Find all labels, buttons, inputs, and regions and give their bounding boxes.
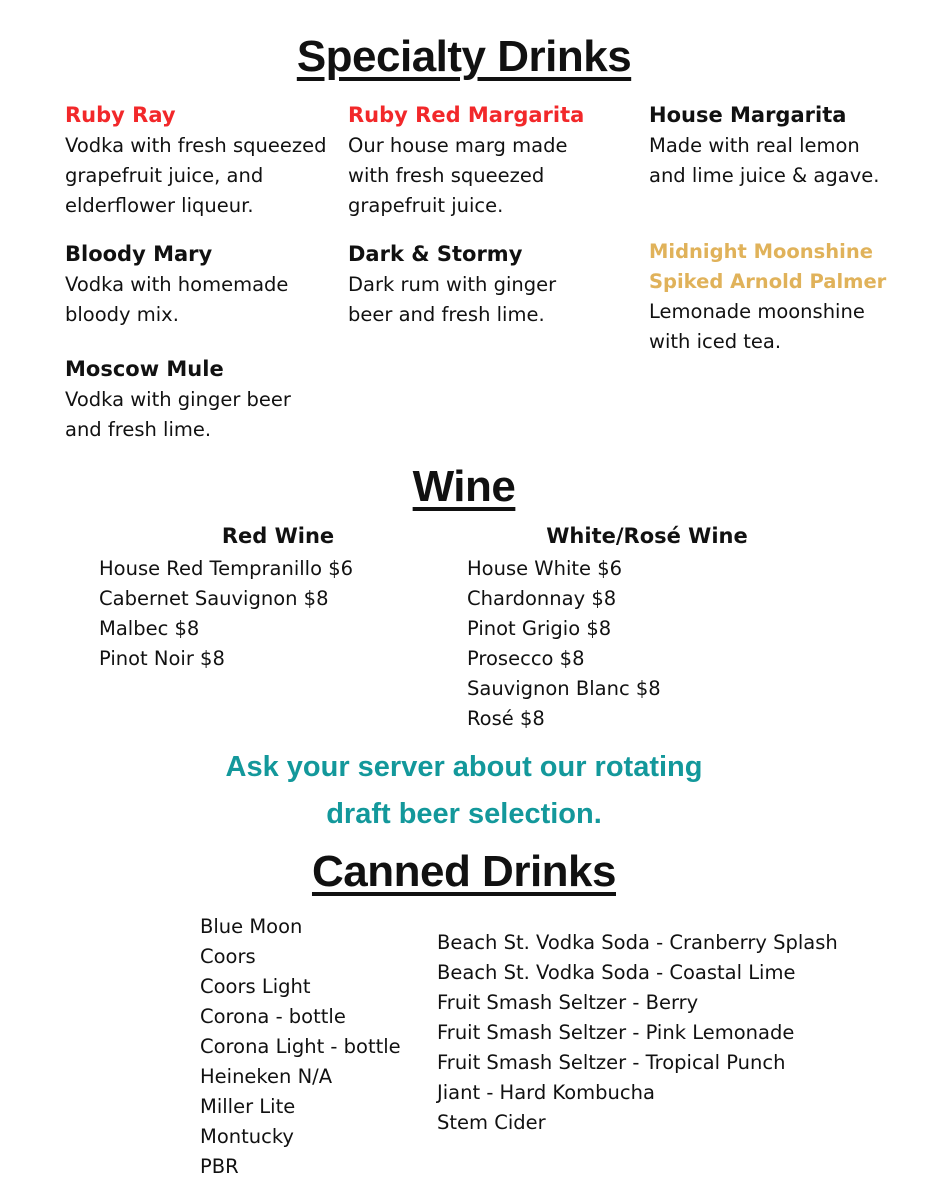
drink-description: Vodka with fresh squeezed grapefruit juice, and elderflower liqueur. — [65, 134, 327, 217]
list-item: Fruit Smash Seltzer - Pink Lemonade — [437, 1021, 795, 1044]
draft-beer-note — [0, 744, 928, 838]
drink-description: Vodka with ginger beer and fresh lime. — [65, 388, 291, 441]
list-item: Stem Cider — [437, 1111, 546, 1134]
list-item: House White $6 — [467, 557, 623, 580]
canned-list-right — [437, 928, 838, 1138]
wine-title: Wine — [412, 462, 516, 511]
drink-moscow-mule — [65, 354, 325, 445]
drink-name-line2: Spiked Arnold Palmer — [649, 270, 887, 293]
drink-description: Lemonade moonshine with iced tea. — [649, 300, 865, 353]
drink-description: Dark rum with ginger beer and fresh lime. — [348, 273, 557, 326]
canned-list-left — [200, 912, 401, 1182]
drink-name: Dark & Stormy — [348, 242, 523, 266]
list-item: Corona - bottle — [200, 1005, 346, 1028]
drink-name: Moscow Mule — [65, 357, 224, 381]
drink-name: House Margarita — [649, 103, 847, 127]
drink-description: Vodka with homemade bloody mix. — [65, 273, 289, 326]
drink-description: Our house marg made with fresh squeezed grapefruit juice. — [348, 134, 568, 217]
list-item: Fruit Smash Seltzer - Berry — [437, 991, 699, 1014]
list-item: Sauvignon Blanc $8 — [467, 677, 661, 700]
drink-ruby-ray — [65, 100, 335, 221]
drink-name: Ruby Ray — [65, 103, 176, 127]
list-item: Pinot Noir $8 — [99, 647, 225, 670]
list-item: Malbec $8 — [99, 617, 200, 640]
list-item: Fruit Smash Seltzer - Tropical Punch — [437, 1051, 786, 1074]
canned-drinks-title: Canned Drinks — [311, 847, 616, 896]
list-item: Coors Light — [200, 975, 311, 998]
list-item: Heineken N/A — [200, 1065, 333, 1088]
list-item: Montucky — [200, 1125, 294, 1148]
list-item: Pinot Grigio $8 — [467, 617, 612, 640]
drink-bloody-mary — [65, 239, 325, 330]
list-item: Beach St. Vodka Soda - Cranberry Splash — [437, 931, 838, 954]
white-wine-list — [467, 554, 661, 734]
drink-house-margarita — [649, 100, 894, 191]
beer-note-line2: draft beer selection. — [326, 798, 602, 830]
drink-dark-stormy — [348, 239, 588, 330]
list-item: Beach St. Vodka Soda - Coastal Lime — [437, 961, 796, 984]
drink-midnight-moonshine — [649, 237, 909, 357]
drink-description: Made with real lemon and lime juice & agave. — [649, 134, 880, 187]
red-wine-title: Red Wine — [221, 524, 335, 548]
list-item: Rosé $8 — [467, 707, 545, 730]
list-item: Prosecco $8 — [467, 647, 585, 670]
list-item: House Red Tempranillo $6 — [99, 557, 354, 580]
list-item: Cabernet Sauvignon $8 — [99, 587, 329, 610]
drink-name-line1: Midnight Moonshine — [649, 240, 873, 263]
list-item: Chardonnay $8 — [467, 587, 617, 610]
list-item: Blue Moon — [200, 915, 303, 938]
specialty-drinks-title: Specialty Drinks — [296, 32, 632, 81]
drink-name: Ruby Red Margarita — [348, 103, 585, 127]
list-item: Miller Lite — [200, 1095, 296, 1118]
red-wine-list — [99, 554, 353, 674]
list-item: PBR — [200, 1155, 239, 1178]
white-rose-wine-title: White/Rosé Wine — [546, 524, 748, 548]
list-item: Coors — [200, 945, 256, 968]
beer-note-line1: Ask your server about our rotating — [225, 751, 703, 783]
drink-ruby-red-margarita — [348, 100, 608, 221]
list-item: Jiant - Hard Kombucha — [437, 1081, 655, 1104]
drink-name: Bloody Mary — [65, 242, 213, 266]
list-item: Corona Light - bottle — [200, 1035, 401, 1058]
